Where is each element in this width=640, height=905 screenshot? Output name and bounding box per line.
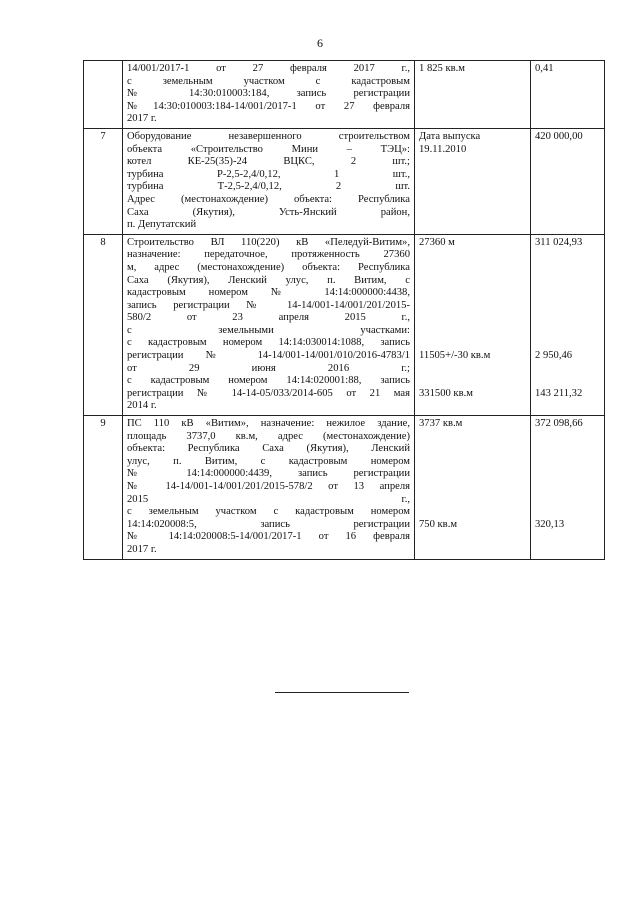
spacer <box>419 312 526 325</box>
property-registry-table <box>83 60 605 560</box>
spacer <box>419 275 526 288</box>
spacer <box>535 287 600 300</box>
text-line: с земельным участком с кадастровым <box>127 75 410 87</box>
row-description <box>123 128 415 234</box>
text-line: с земельными участками: <box>127 324 410 336</box>
spacer <box>535 262 600 275</box>
table-row <box>84 234 605 415</box>
quantity-value: 1 825 кв.м <box>419 63 465 74</box>
row-value <box>531 61 605 129</box>
text-line: запись регистрации № 14-14/001-14/001/201/2015- <box>127 299 410 311</box>
text-line: Оборудование незавершенного строительством <box>127 130 410 142</box>
spacer <box>535 506 600 519</box>
row-value <box>531 234 605 415</box>
spacer <box>419 287 526 300</box>
text-line: № 14:14:000000:4439, запись регистрации <box>127 468 410 480</box>
text-line: объекта: Республика Саха (Якутия), Ленский <box>127 443 410 455</box>
row-description <box>123 416 415 560</box>
spacer <box>419 325 526 338</box>
spacer <box>535 363 600 376</box>
text-line: м, адрес (местонахождение) объекта: Республика <box>127 261 410 273</box>
text-line: турбина Р-2,5-2,4/0,12, 1 шт., <box>127 168 410 180</box>
spacer <box>419 494 526 507</box>
text-line: п. Депутатский <box>127 219 197 231</box>
text-line: 14/001/2017-1 от 27 февраля 2017 г., <box>127 63 410 74</box>
text-line: № 14:30:010003:184, запись регистрации <box>127 88 410 100</box>
spacer <box>535 468 600 481</box>
val_blocks-value: 320,13 <box>535 518 565 530</box>
text-line: 2014 г. <box>127 400 157 412</box>
text-line: турбина Т-2,5-2,4/0,12, 2 шт. <box>127 181 410 193</box>
spacer <box>419 468 526 481</box>
text-line: котел КЕ-25(35)-24 ВЦКС, 2 шт.; <box>127 156 410 168</box>
spacer <box>419 431 526 444</box>
text-line: Саха (Якутия), Усть-Янский район, <box>127 206 410 218</box>
spacer <box>419 456 526 469</box>
text-line: регистрации № 14-14/001-14/001/010/2016-4783/1 <box>127 350 410 362</box>
qty_blocks-value: 3737 кв.м <box>419 418 463 430</box>
val_blocks-value: 143 211,32 <box>535 387 583 399</box>
table-row <box>84 128 605 234</box>
text-line: площадь 3737,0 кв.м, адрес (местонахождение) <box>127 430 410 442</box>
spacer <box>535 249 600 262</box>
text-line: регистрации № 14-14-05/033/2014-605 от 21 мая <box>127 387 410 399</box>
spacer <box>535 431 600 444</box>
row-quantity <box>415 416 531 560</box>
spacer <box>535 456 600 469</box>
page-number: 6 <box>317 36 323 50</box>
text-line: 2017 г. <box>127 543 157 555</box>
spacer <box>419 481 526 494</box>
quantity-value: Дата выпуска <box>419 130 481 142</box>
spacer <box>419 249 526 262</box>
text-line: Саха (Якутия), Ленский улус, п. Витим, с <box>127 274 410 286</box>
row-description <box>123 234 415 415</box>
amount-value: 420 000,00 <box>535 130 583 142</box>
signature-line <box>275 692 409 693</box>
row-quantity <box>415 61 531 129</box>
text-line: 2017 г. <box>127 113 157 125</box>
spacer <box>419 337 526 350</box>
spacer <box>419 300 526 313</box>
qty_blocks-value: 750 кв.м <box>419 518 458 530</box>
val_blocks-value: 311 024,93 <box>535 236 583 248</box>
row-value <box>531 416 605 560</box>
qty_blocks-value: 331500 кв.м <box>419 387 473 399</box>
table-row <box>84 416 605 560</box>
spacer <box>535 443 600 456</box>
row-number: 7 <box>84 128 123 234</box>
text-line: ПС 110 кВ «Витим», назначение: нежилое здание, <box>127 418 410 430</box>
spacer <box>535 481 600 494</box>
text-line: с кадастровым номером 14:14:030014:1088, запись <box>127 337 410 349</box>
row-number <box>84 61 123 129</box>
row-value <box>531 128 605 234</box>
val_blocks-value: 2 950,46 <box>535 350 573 362</box>
spacer <box>419 262 526 275</box>
spacer <box>535 312 600 325</box>
spacer <box>535 494 600 507</box>
spacer <box>535 325 600 338</box>
text-line: с земельным участком с кадастровым номером <box>127 506 410 518</box>
text-line: 14:14:020008:5, запись регистрации <box>127 518 410 530</box>
text-line: кадастровым номером № 14:14:000000:4438, <box>127 287 410 299</box>
row-number: 9 <box>84 416 123 560</box>
row-number: 8 <box>84 234 123 415</box>
spacer <box>419 363 526 376</box>
qty_blocks-value: 11505+/-30 кв.м <box>419 350 491 362</box>
row-quantity <box>415 128 531 234</box>
spacer <box>535 300 600 313</box>
text-line: назначение: передаточное, протяженность 27360 <box>127 249 410 261</box>
spacer <box>535 375 600 388</box>
text-line: № 14:14:020008:5-14/001/2017-1 от 16 февраля <box>127 531 410 543</box>
spacer <box>535 337 600 350</box>
text-line: с кадастровым номером 14:14:020001:88, запись <box>127 375 410 387</box>
spacer <box>419 506 526 519</box>
text-line: №14:30:010003:184-14/001/2017-1 от 27 февраля <box>127 100 410 112</box>
spacer <box>419 443 526 456</box>
text-line: Адрес (местонахождение) объекта: Республика <box>127 193 410 205</box>
spacer <box>535 275 600 288</box>
quantity-value: 19.11.2010 <box>419 143 467 155</box>
row-description <box>123 61 415 129</box>
val_blocks-value: 372 098,66 <box>535 418 583 430</box>
table-row <box>84 61 605 129</box>
text-line: Строительство ВЛ 110(220) кВ «Пеледуй-Витим», <box>127 236 410 248</box>
text-line: от 29 июня 2016 г.; <box>127 362 410 374</box>
text-line: улус, п. Витим, с кадастровым номером <box>127 455 410 467</box>
text-line: № 14-14/001-14/001/201/2015-578/2 от 13 апреля <box>127 481 410 492</box>
text-line: 580/2 от 23 апреля 2015 г., <box>127 312 410 324</box>
amount-value: 0,41 <box>535 63 554 74</box>
spacer <box>419 375 526 388</box>
row-quantity <box>415 234 531 415</box>
text-line: объекта «Строительство Мини – ТЭЦ»: <box>127 143 410 155</box>
text-line: 2015 г., <box>127 493 410 505</box>
registry-body <box>84 61 605 560</box>
qty_blocks-value: 27360 м <box>419 236 455 248</box>
